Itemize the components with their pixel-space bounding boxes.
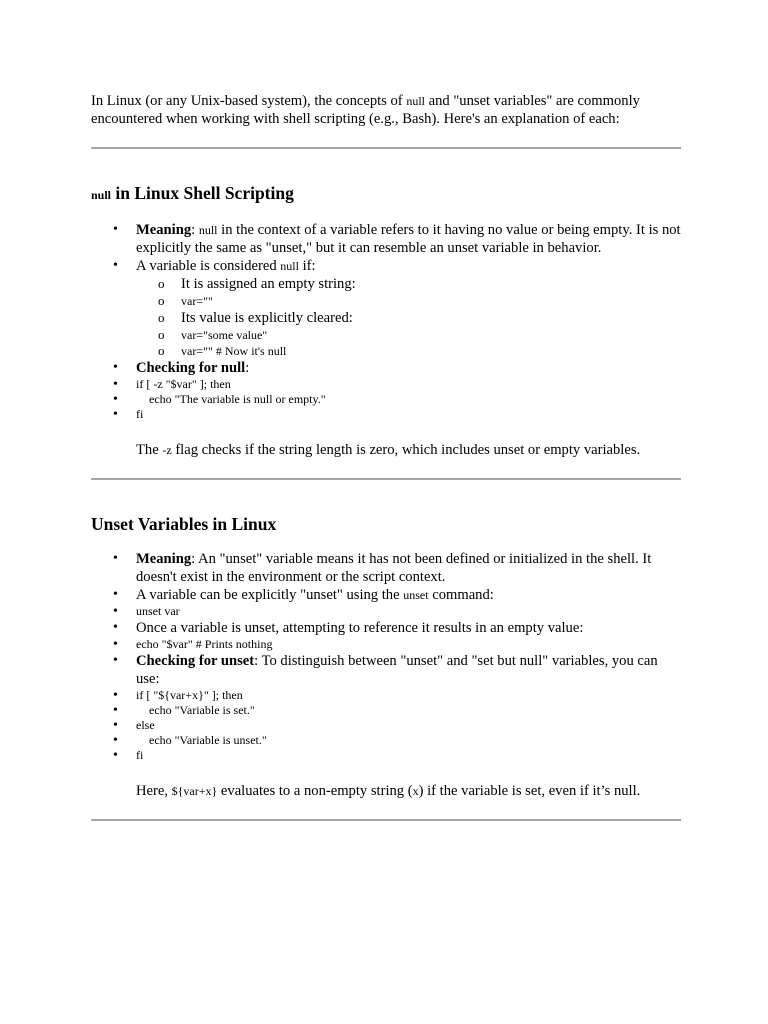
sub-item-code-text: var="" # Now it's null <box>181 344 287 358</box>
note-text-1: The <box>136 442 163 458</box>
section-heading-null <box>91 182 681 206</box>
sub-item-text: It is assigned an empty string: <box>181 276 356 292</box>
bullet-icon: • <box>113 407 118 422</box>
meaning-label: Meaning <box>136 222 192 238</box>
intro-text-1: In Linux (or any Unix-based system), the concepts of <box>91 93 407 109</box>
bullet-icon: • <box>113 688 118 703</box>
intro-text-2: and "unset variables" are commonly encountered when working with shell scripting (e.g., Bash). Here's an explanation of each: <box>91 93 640 127</box>
considered-sublist <box>136 275 681 359</box>
considered-code-null: null <box>280 259 299 273</box>
code-line <box>91 733 681 748</box>
list-item-checking <box>91 359 681 377</box>
sub-item-code <box>136 293 681 309</box>
heading-code-null: null <box>91 188 112 202</box>
code-line-text: fi <box>136 748 144 762</box>
code-line-text: echo "Variable is unset." <box>149 733 267 747</box>
code-line <box>91 377 681 392</box>
sub-bullet-icon: o <box>158 310 165 325</box>
code-line <box>91 392 681 407</box>
code-line <box>91 688 681 703</box>
bullet-icon: • <box>113 377 118 392</box>
code-line-text: echo "$var" # Prints nothing <box>136 637 273 651</box>
list-item-checking <box>91 652 681 688</box>
divider-2 <box>91 478 681 480</box>
section-heading-unset <box>91 513 681 535</box>
meaning-text: : An "unset" variable means it has not been defined or initialized in the shell. It doesn't exist in the environment or the script context. <box>136 551 652 585</box>
bullet-icon: • <box>113 392 118 407</box>
bullet-icon: • <box>113 360 118 375</box>
checking-label: Checking for null <box>136 360 246 376</box>
sub-item <box>136 275 681 293</box>
code-line <box>91 637 681 652</box>
sub-bullet-icon: o <box>158 327 165 342</box>
once-text: Once a variable is unset, attempting to reference it results in an empty value: <box>136 620 584 636</box>
sub-item-text: Its value is explicitly cleared: <box>181 310 353 326</box>
heading-text-unset: Unset Variables in Linux <box>91 514 277 534</box>
note-text-3: ) if the variable is set, even if it’s null. <box>418 783 641 799</box>
code-line <box>91 748 681 763</box>
code-line <box>91 604 681 619</box>
divider-3 <box>91 819 681 821</box>
bullet-icon: • <box>113 620 118 635</box>
explicit-text-2: command: <box>428 587 494 603</box>
bullet-icon: • <box>113 222 118 237</box>
checking-label: Checking for unset <box>136 653 255 669</box>
meaning-text: in the context of a variable refers to it having no value or being empty. It is not explicitly the same as "unset," but it can resemble an unset variable in behavior. <box>136 222 681 256</box>
bullet-icon: • <box>113 551 118 566</box>
bullet-icon: • <box>113 587 118 602</box>
note-code-x: x <box>412 784 419 798</box>
list-item-explicit <box>91 586 681 604</box>
list-item-meaning <box>91 221 681 257</box>
bullet-icon: • <box>113 258 118 273</box>
sub-item <box>136 309 681 327</box>
sub-item-code <box>136 327 681 343</box>
bullet-icon: • <box>113 637 118 652</box>
divider-1 <box>91 147 681 149</box>
document-page <box>91 92 681 821</box>
list-item-once <box>91 619 681 637</box>
bullet-icon: • <box>113 604 118 619</box>
null-list <box>91 221 681 422</box>
considered-text-2: if: <box>298 258 316 274</box>
code-line <box>91 718 681 733</box>
bullet-icon: • <box>113 703 118 718</box>
list-item-meaning <box>91 550 681 586</box>
code-line-text: if [ "${var+x}" ]; then <box>136 688 243 702</box>
code-line-text: unset var <box>136 604 180 618</box>
sub-bullet-icon: o <box>158 293 165 308</box>
meaning-label: Meaning <box>136 551 192 567</box>
code-line <box>91 703 681 718</box>
bullet-icon: • <box>113 718 118 733</box>
intro-paragraph <box>91 92 681 128</box>
meaning-code-null: null <box>198 223 218 237</box>
code-line-text: else <box>136 718 155 732</box>
sub-item-code <box>136 343 681 359</box>
checking-text: : To distinguish between "unset" and "set but null" variables, you can use: <box>136 653 658 687</box>
note-text-1: Here, <box>136 783 172 799</box>
intro-code-null: null <box>406 94 425 108</box>
sub-item-code-text: var="some value" <box>181 328 268 342</box>
code-line <box>91 407 681 422</box>
bullet-icon: • <box>113 653 118 668</box>
code-line-text: fi <box>136 407 144 421</box>
meaning-colon: : <box>191 222 199 238</box>
sub-bullet-icon: o <box>158 276 165 291</box>
note-code-varx: ${var+x} <box>171 784 218 798</box>
code-line-text: echo "Variable is set." <box>149 703 255 717</box>
code-line-text: if [ -z "$var" ]; then <box>136 377 231 391</box>
checking-colon: : <box>245 360 250 376</box>
bullet-icon: • <box>113 733 118 748</box>
note-text-2: flag checks if the string length is zero, which includes unset or empty variables. <box>171 442 641 458</box>
sub-item-code-text: var="" <box>181 294 213 308</box>
null-note <box>91 441 681 459</box>
bullet-icon: • <box>113 748 118 763</box>
note-text-2: evaluates to a non-empty string ( <box>217 783 413 799</box>
unset-list <box>91 550 681 763</box>
code-line-text: echo "The variable is null or empty." <box>149 392 326 406</box>
note-code-z: -z <box>162 443 172 457</box>
explicit-code-unset: unset <box>403 588 429 602</box>
heading-text-null: in Linux Shell Scripting <box>111 183 294 203</box>
explicit-text-1: A variable can be explicitly "unset" using the <box>136 587 404 603</box>
list-item-considered <box>91 257 681 359</box>
sub-bullet-icon: o <box>158 343 165 358</box>
unset-note <box>91 782 681 800</box>
considered-text-1: A variable is considered <box>136 258 281 274</box>
